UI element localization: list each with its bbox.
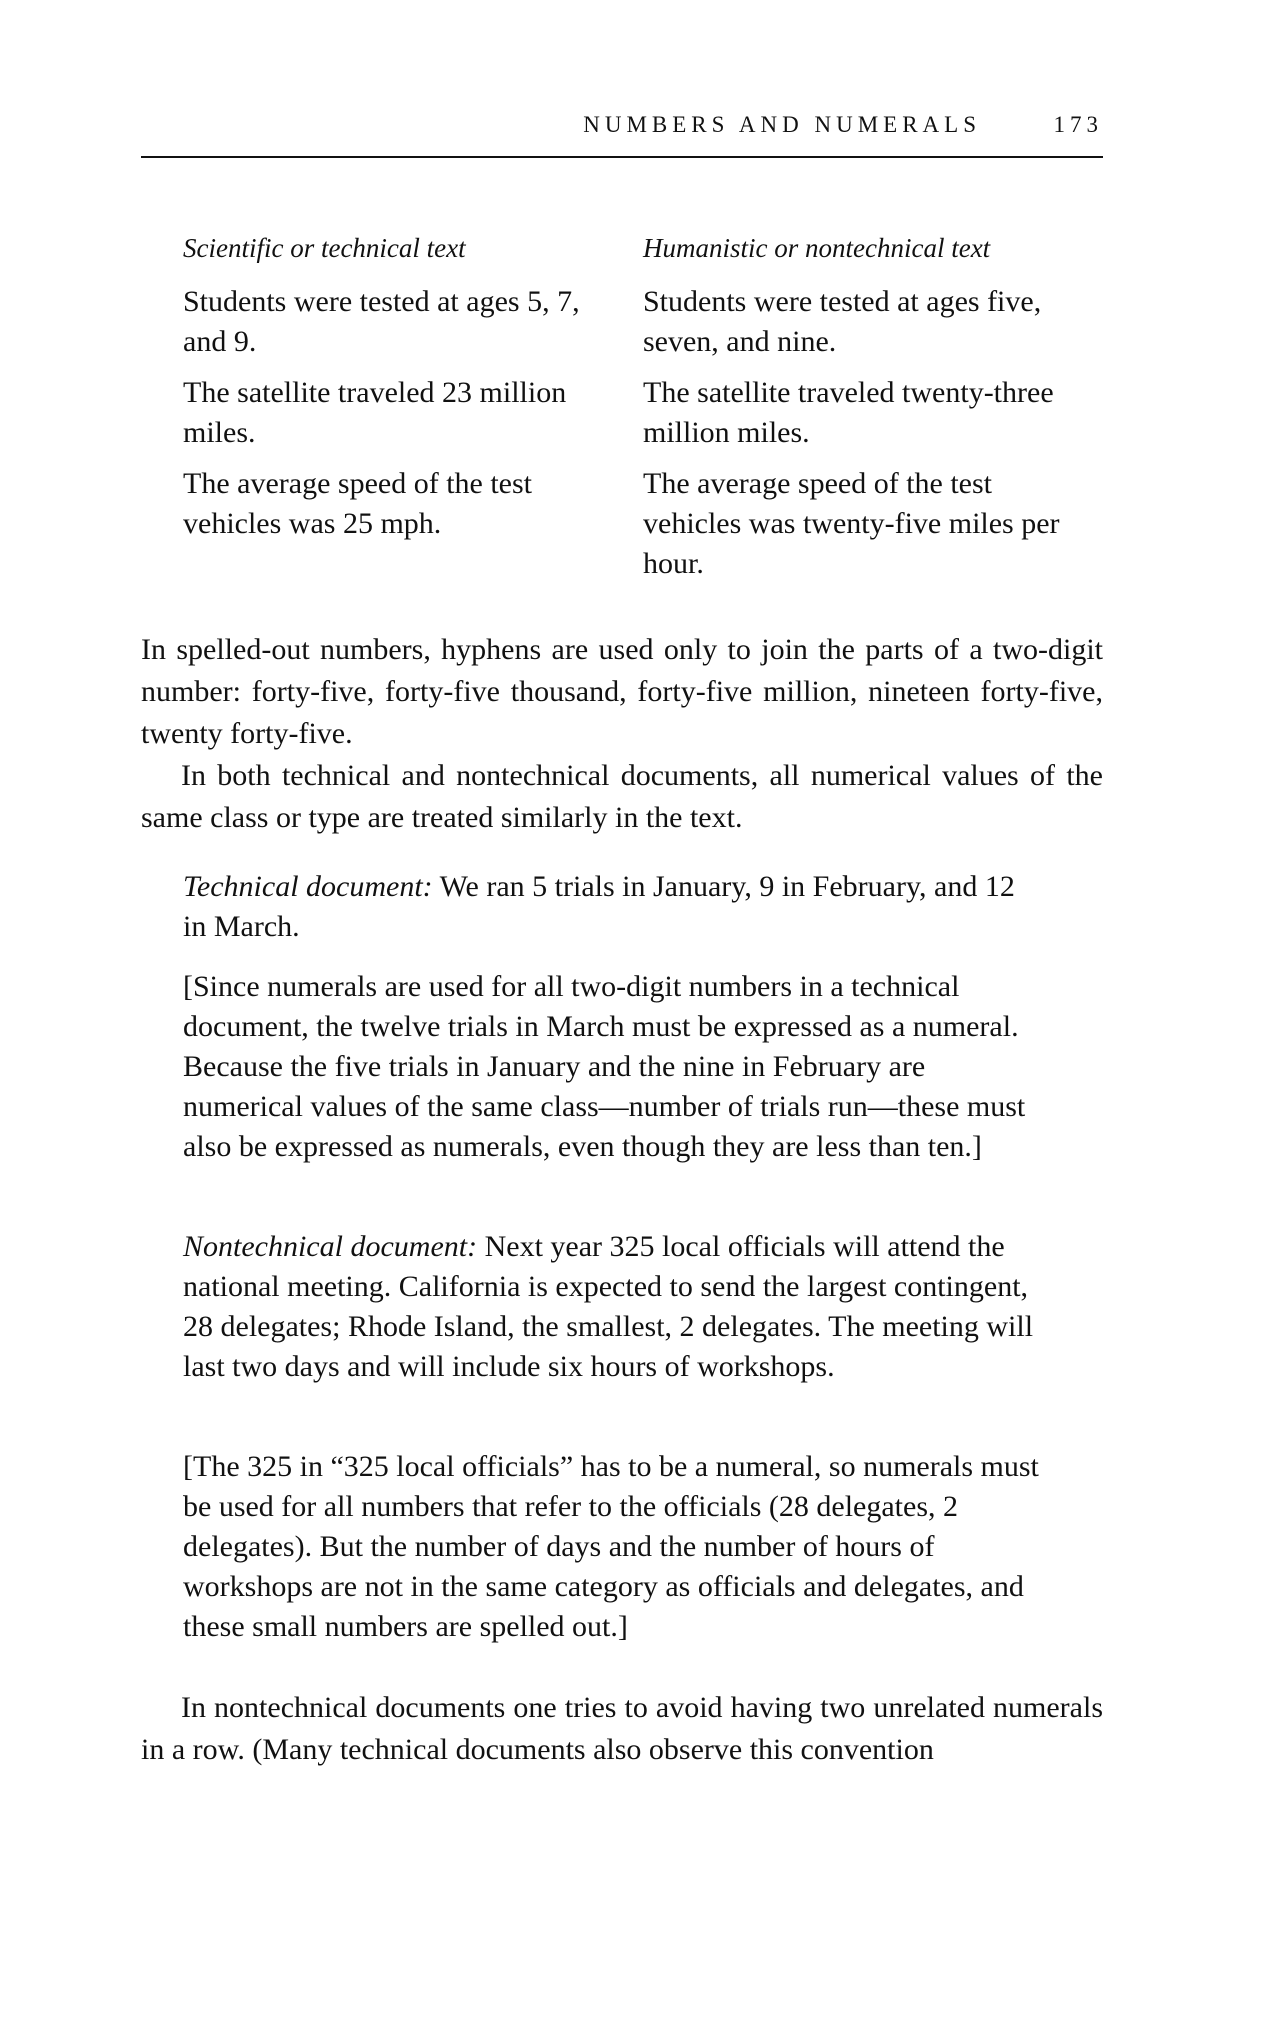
technical-column bbox=[183, 228, 603, 555]
nontechnical-column bbox=[643, 228, 1083, 595]
paragraph-similar-treatment: In both technical and nontechnical documents, all numerical values of the same class or type are treated similarly in the text. bbox=[141, 759, 1103, 834]
nontechnical-document-note: [The 325 in “325 local officials” has to be a numeral, so numerals must be used for all numbers that refer to the officials (28 delegates, 2 delegates). But the number of days and the number of hours of workshops are not in the same category as officials and delegates, and these small numbers are spelled out.] bbox=[183, 1450, 1039, 1643]
technical-document-label: Technical document: bbox=[183, 870, 433, 903]
paragraph-hyphens: In spelled-out numbers, hyphens are used only to join the parts of a two-digit number: forty-five, forty-five thousand, forty-five million, nineteen forty-five, twenty forty-five. bbox=[141, 633, 1103, 750]
nontechnical-document-label: Nontechnical document: bbox=[183, 1230, 478, 1263]
nontechnical-column-heading: Humanistic or nontechnical text bbox=[643, 233, 991, 263]
nontechnical-example-satellite: The satellite traveled twenty-three million miles. bbox=[643, 376, 1054, 449]
technical-document-example bbox=[183, 867, 1043, 947]
nontechnical-document-example bbox=[183, 1227, 1043, 1387]
technical-example-satellite: The satellite traveled 23 million miles. bbox=[183, 376, 567, 449]
technical-example-ages: Students were tested at ages 5, 7, and 9. bbox=[183, 285, 580, 358]
nontechnical-document-text: Next year 325 local officials will attend the national meeting. California is expected to send the largest contingent, 28 delegates; Rhode Island, the smallest, 2 delegates. The meeting will last two days and will include six hours of workshops. bbox=[183, 1230, 1034, 1383]
nontechnical-example-ages: Students were tested at ages five, seven, and nine. bbox=[643, 285, 1042, 358]
technical-document-text: We ran 5 trials in January, 9 in February, and 12 in March. bbox=[183, 870, 1015, 943]
technical-example-speed: The average speed of the test vehicles was 25 mph. bbox=[183, 467, 532, 540]
nontechnical-example-speed: The average speed of the test vehicles was twenty-five miles per hour. bbox=[643, 467, 1060, 580]
technical-column-heading: Scientific or technical text bbox=[183, 233, 466, 263]
technical-document-note: [Since numerals are used for all two-digit numbers in a technical document, the twelve trials in March must be expressed as a numeral. Because the five trials in January and the nine in February are numerical values of the same class—number of trials run—these must also be expressed as numerals, even though they are less than ten.] bbox=[183, 970, 1026, 1163]
page-number: 173 bbox=[1053, 112, 1103, 137]
paragraph-unrelated-numerals: In nontechnical documents one tries to avoid having two unrelated numerals in a row. (Many technical documents also observe this convention bbox=[141, 1691, 1103, 1766]
page-header bbox=[141, 108, 1103, 158]
running-head: NUMBERS AND NUMERALS bbox=[583, 112, 981, 137]
comparison-examples bbox=[183, 228, 1083, 598]
